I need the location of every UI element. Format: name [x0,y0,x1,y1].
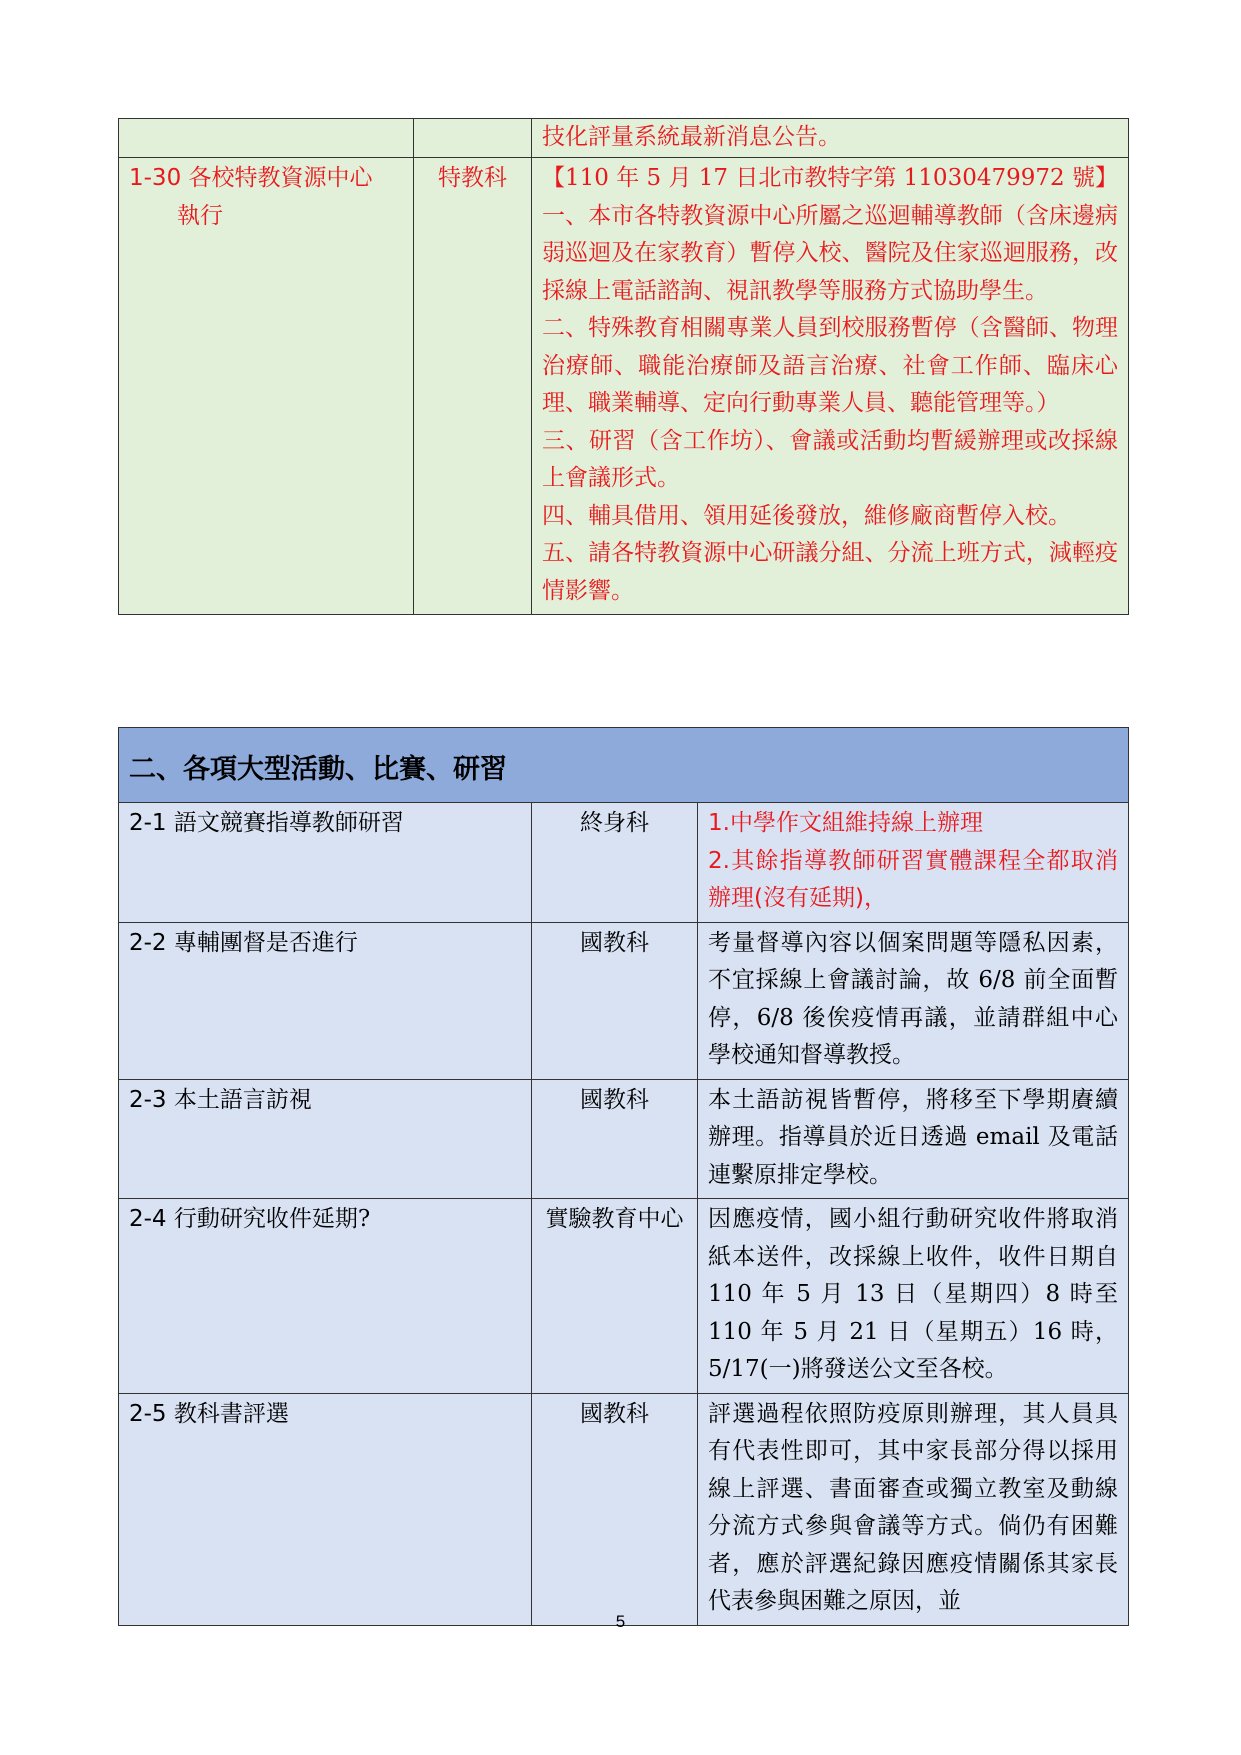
item-title: 行動研究收件延期? [173,1206,371,1232]
item-number: 2-1 [129,810,167,836]
item-number: 2-4 [129,1206,167,1232]
item-title: 專輔團督是否進行 [173,929,358,956]
paragraph: 四、輔具借用、領用延後發放，維修廠商暫停入校。 [542,502,1071,529]
dept-cell: 國教科 [532,1079,698,1199]
empty-cell [414,119,532,158]
section-title: 二、各項大型活動、比賽、研習 [119,728,1129,803]
item-number: 2-2 [129,929,167,956]
dept-cell: 國教科 [532,1393,698,1625]
content-line: 評選過程依照防疫原則辦理，其人員具有代表性即可，其中家長部分得以採用線上評選、書面審查或獨立教室及動線分流方式參與會議等方式。倘仍有困難者，應於評選紀錄因應疫情關係其家長代表參與困難之原因，並 [708,1400,1118,1614]
item-label: 1-30 各校特教資源中心 [129,165,373,191]
item-number: 2-3 [129,1086,167,1113]
dept-cell: 特教科 [414,158,532,615]
item-label-cont: 執行 [177,202,223,229]
table-row [119,158,1129,615]
content-cell [698,1393,1129,1625]
page-number: 5 [615,1612,626,1631]
dept-cell: 終身科 [532,803,698,923]
content-cell [698,803,1129,923]
item-number: 2-5 [129,1400,167,1427]
paragraph: 五、請各特教資源中心研議分組、分流上班方式，減輕疫情影響。 [542,540,1118,604]
content-line: 2.其餘指導教師研習實體課程全都取消辦理(沒有延期)， [708,847,1118,911]
item-cell [119,158,414,615]
reference-number: 【110 年 5 月 17 日北市教特字第 11030479972 號】 [542,165,1118,191]
item-cell [119,922,532,1079]
content-cell [698,1199,1129,1394]
content-line: 1.中學作文組維持線上辦理 [708,810,983,836]
continuation-text: 技化評量系統最新消息公告。 [532,119,1129,158]
dept-cell: 國教科 [532,922,698,1079]
table-row [119,1393,1129,1625]
section-header-row [119,728,1129,803]
table-row [119,119,1129,158]
content-line: 因應疫情，國小組行動研究收件將取消紙本送件，改採線上收件，收件日期自 110 年 5 月 13 日（星期四）8 時至 110 年 5 月 21 日（星期五）16 時，5/17(一)將發送公文至各校。 [708,1206,1118,1382]
item-cell [119,1079,532,1199]
item-cell [119,1199,532,1394]
item-cell [119,1393,532,1625]
item-title: 本土語言訪視 [173,1086,312,1113]
paragraph: 三、研習（含工作坊）、會議或活動均暫緩辦理或改採線上會議形式。 [542,427,1118,491]
content-cell [698,922,1129,1079]
item-cell [119,803,532,923]
item-title: 教科書評選 [173,1400,289,1427]
table-row [119,1079,1129,1199]
content-cell [698,1079,1129,1199]
activities-table [118,727,1129,1626]
paragraph: 一、本市各特教資源中心所屬之巡迴輔導教師（含床邊病弱巡迴及在家教育）暫停入校、醫院及住家巡迴服務，改採線上電話諮詢、視訊教學等服務方式協助學生。 [542,202,1118,304]
table-row [119,922,1129,1079]
paragraph: 二、特殊教育相關專業人員到校服務暫停（含醫師、物理治療師、職能治療師及語言治療、社會工作師、臨床心理、職業輔導、定向行動專業人員、聽能管理等。） [542,315,1118,416]
table-row [119,803,1129,923]
dept-cell: 實驗教育中心 [532,1199,698,1394]
item-title: 語文競賽指導教師研習 [173,810,404,836]
special-ed-table [118,118,1129,615]
table-row [119,1199,1129,1394]
content-line: 考量督導內容以個案問題等隱私因素，不宜採線上會議討論，故 6/8 前全面暫停，6/8 後俟疫情再議，並請群組中心學校通知督導教授。 [708,929,1118,1068]
empty-cell [119,119,414,158]
content-cell [532,158,1129,615]
content-line: 本土語訪視皆暫停，將移至下學期賡續辦理。指導員於近日透過 email 及電話連繫原排定學校。 [708,1086,1118,1188]
